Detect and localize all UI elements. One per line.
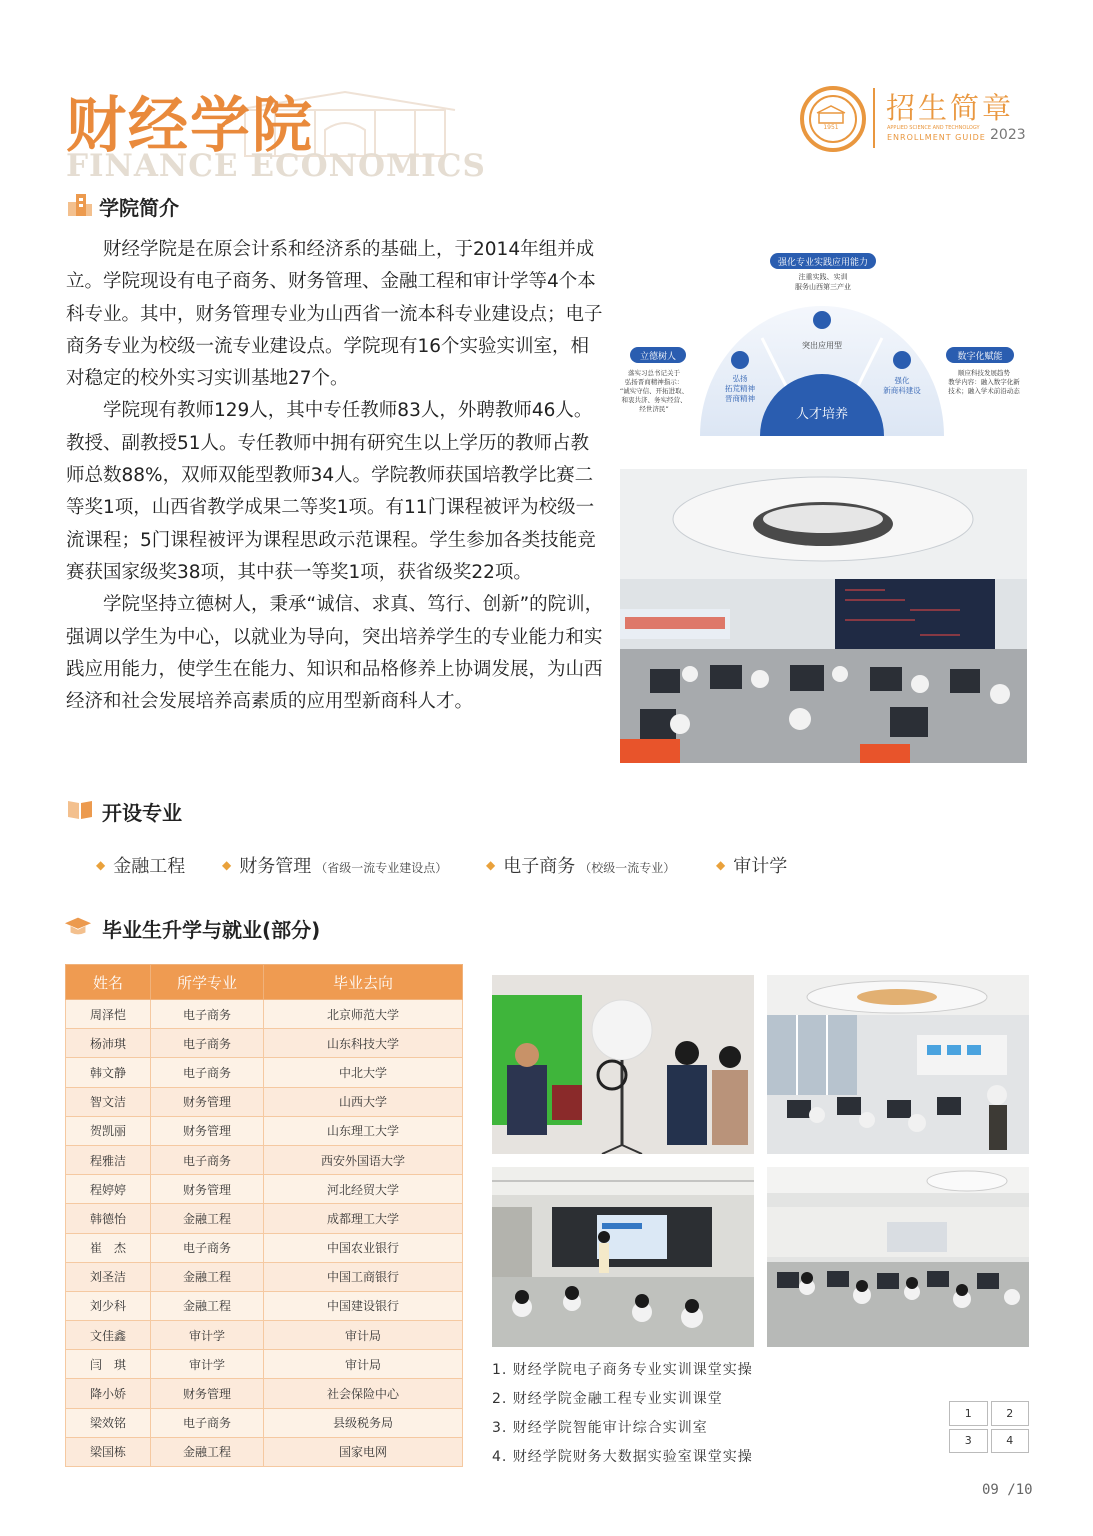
graduate-major-cell: 审计学: [151, 1321, 264, 1350]
legend-cell: 2: [991, 1401, 1030, 1426]
photo-big-data-lab: [767, 1167, 1029, 1347]
graduate-major-cell: 电子商务: [151, 1058, 264, 1087]
graduate-destination-cell: 中国建设银行: [264, 1291, 463, 1320]
section-heading-intro: 学院简介: [99, 196, 179, 220]
graduate-destination-cell: 成都理工大学: [264, 1204, 463, 1233]
page-current: 09: [982, 1482, 999, 1498]
legend-cell: 1: [949, 1401, 988, 1426]
table-row: [66, 1437, 463, 1466]
diagram-left-text: 和衷共济、务实经营、: [621, 396, 687, 404]
legend-cell: 4: [991, 1429, 1030, 1454]
diagram-top-text: 注重实践、实训: [798, 273, 848, 281]
graduate-name-cell: 韩文静: [66, 1058, 151, 1087]
graduate-name-cell: 降小娇: [66, 1379, 151, 1408]
diamond-icon: ◆: [222, 858, 232, 872]
graduate-name-cell: 杨沛琪: [66, 1029, 151, 1058]
diagram-center: 人才培养: [795, 407, 849, 422]
photo-audit-lab: [492, 1167, 754, 1347]
diagram-top-tag: 强化专业实践应用能力: [777, 258, 869, 268]
graduate-major-cell: 金融工程: [151, 1291, 264, 1320]
graduate-major-cell: 财务管理: [151, 1379, 264, 1408]
graduate-name-cell: 崔 杰: [66, 1233, 151, 1262]
graduate-destination-cell: 社会保险中心: [264, 1379, 463, 1408]
diagram-left-tag: 立德树人: [639, 352, 677, 362]
graduate-name-cell: 梁国栋: [66, 1437, 151, 1466]
graduate-destination-cell: 西安外国语大学: [264, 1145, 463, 1174]
intro-paragraph: 学院坚持立德树人，秉承“诚信、求真、笃行、创新”的院训，强调以学生为中心，以就业为导向，突出培养学生的专业能力和实践应用能力，使学生在能力、知识和品格修养上协调发展，为山西经济和社会发展培养高素质的应用型新商科人才。: [66, 594, 604, 713]
graduate-name-cell: 韩德怡: [66, 1204, 151, 1233]
table-row: [66, 1175, 463, 1204]
graduate-destination-cell: 审计局: [264, 1321, 463, 1350]
diagram-left-text: 经世济民”: [639, 405, 669, 413]
intro-paragraph: 财经学院是在原会计系和经济系的基础上，于2014年组并成立。学院现设有电子商务、财务管理、金融工程和审计学等4个本科专业。其中，财务管理专业为山西省一流本科专业建设点；电子商务专业为校级一流专业建设点。学院现有16个实验实训室，相对稳定的校外实习实训基地27个。: [66, 239, 603, 390]
graduate-major-cell: 财务管理: [151, 1116, 264, 1145]
graduate-destination-cell: 北京师范大学: [264, 1000, 463, 1029]
intro-text: [66, 234, 606, 718]
table-header: 姓名: [66, 965, 151, 1000]
graduate-destination-cell: 中北大学: [264, 1058, 463, 1087]
diagram-right-tag: 数字化赋能: [957, 352, 1003, 362]
diamond-icon: ◆: [96, 858, 106, 872]
enrollment-guide-en: ENROLLMENT GUIDE: [887, 133, 986, 142]
table-row: [66, 1087, 463, 1116]
major-item: [486, 852, 675, 878]
graduate-destination-cell: 审计局: [264, 1350, 463, 1379]
major-name: 审计学: [733, 856, 788, 877]
table-row: [66, 1145, 463, 1174]
major-name: 财务管理: [239, 856, 312, 877]
header-divider: [873, 88, 875, 148]
graduate-name-cell: 刘少科: [66, 1291, 151, 1320]
table-row: [66, 1116, 463, 1145]
graduate-destination-cell: 山东理工大学: [264, 1116, 463, 1145]
major-note: （校级一流专业）: [579, 861, 676, 875]
graduate-name-cell: 刘圣洁: [66, 1262, 151, 1291]
photo-finance-classroom: [767, 975, 1029, 1154]
graduate-major-cell: 金融工程: [151, 1204, 264, 1233]
table-row: [66, 1000, 463, 1029]
graduate-major-cell: 电子商务: [151, 1000, 264, 1029]
graduate-major-cell: 电子商务: [151, 1233, 264, 1262]
graduate-name-cell: 文佳鑫: [66, 1321, 151, 1350]
caption-item: 4. 财经学院财务大数据实验室课堂实操: [492, 1449, 753, 1465]
diagram-left-text: 落实习总书记关于: [628, 369, 680, 377]
table-row: [66, 1379, 463, 1408]
graduate-destination-cell: 国家电网: [264, 1437, 463, 1466]
diamond-icon: ◆: [486, 858, 496, 872]
graduate-name-cell: 程婷婷: [66, 1175, 151, 1204]
major-item: [96, 852, 189, 878]
graduate-name-cell: 贺凯丽: [66, 1116, 151, 1145]
major-name: 电子商务: [503, 856, 576, 877]
table-row: [66, 1262, 463, 1291]
photo-grid-legend: [949, 1401, 1029, 1453]
caption-item: 1. 财经学院电子商务专业实训课堂实操: [492, 1362, 753, 1378]
graduate-destination-cell: 中国工商银行: [264, 1262, 463, 1291]
table-row: [66, 1029, 463, 1058]
diagram-right-text: 顺应科技发展趋势: [958, 369, 1010, 377]
page-total: 10: [1015, 1482, 1033, 1498]
graduate-name-cell: 梁效铭: [66, 1408, 151, 1437]
graduate-name-cell: 程雅洁: [66, 1145, 151, 1174]
graduate-major-cell: 金融工程: [151, 1437, 264, 1466]
major-note: （省级一流专业建设点）: [315, 861, 448, 875]
diagram-seg-right: 新商科建设: [883, 386, 921, 395]
graduates-table: [65, 964, 463, 1467]
graduate-major-cell: 财务管理: [151, 1175, 264, 1204]
diagram-seg-left: 拓荒精神: [725, 384, 755, 393]
caption-item: 3. 财经学院智能审计综合实训室: [492, 1420, 708, 1436]
graduate-destination-cell: 河北经贸大学: [264, 1175, 463, 1204]
diagram-right-text: 技术；融入学术前沿动态: [948, 387, 1020, 395]
diagram-seg-mid: 突出应用型: [802, 341, 842, 350]
enrollment-guide-subtitle: APPLIED SCIENCE AND TECHNOLOGY: [887, 125, 980, 131]
table-row: [66, 1233, 463, 1262]
section-heading-graduates: 毕业生升学与就业(部分): [102, 918, 321, 942]
diagram-left-text: 弘扬晋商精神指示：: [624, 378, 684, 386]
diagram-seg-right: 强化: [894, 376, 910, 385]
page-title: 财经学院: [66, 91, 314, 161]
graduate-destination-cell: 中国农业银行: [264, 1233, 463, 1262]
legend-cell: 3: [949, 1429, 988, 1454]
major-name: 金融工程: [113, 856, 186, 877]
intro-paragraph: 学院现有教师129人，其中专任教师83人，外聘教师46人。教授、副教授51人。专任教师中拥有研究生以上学历的教师占教师总数88%，双师双能型教师34人。学院教师获国培教学比赛二等奖1项，山西省教学成果二等奖1项。有11门课程被评为校级一流课程；5门课程被评为课程思政示范课程。学生参加各类技能竞赛获国家级奖38项，其中获一等奖1项，获省级奖22项。: [66, 400, 596, 583]
diagram-left-text: “诚实守信、开拓进取、: [619, 387, 689, 395]
graduate-name-cell: 周泽恺: [66, 1000, 151, 1029]
classroom-photo-main: [620, 469, 1027, 763]
table-row: [66, 1321, 463, 1350]
table-header: 毕业去向: [264, 965, 463, 1000]
diamond-icon: ◆: [716, 858, 726, 872]
diagram-seg-left: 弘扬: [732, 374, 748, 383]
graduate-name-cell: 智文洁: [66, 1087, 151, 1116]
section-heading-majors: 开设专业: [102, 801, 182, 825]
table-row: [66, 1291, 463, 1320]
caption-item: 2. 财经学院金融工程专业实训课堂: [492, 1391, 723, 1407]
school-logo: [800, 86, 866, 152]
graduate-major-cell: 审计学: [151, 1350, 264, 1379]
diagram-right-text: 教学内容：融入数字化新: [948, 378, 1020, 386]
graduate-destination-cell: 山西大学: [264, 1087, 463, 1116]
diagram-seg-left: 晋商精神: [725, 394, 755, 403]
enrollment-guide-title: 招生简章: [886, 91, 1015, 125]
table-row: [66, 1058, 463, 1087]
building-icon: [66, 192, 94, 216]
page-number: 09 /10: [982, 1482, 1033, 1498]
graduate-major-cell: 金融工程: [151, 1262, 264, 1291]
graduation-cap-icon: [64, 914, 92, 938]
major-item: [222, 852, 447, 878]
enrollment-guide-year: 2023: [990, 127, 1026, 143]
table-row: [66, 1408, 463, 1437]
table-header: 所学专业: [151, 965, 264, 1000]
table-row: [66, 1204, 463, 1233]
graduate-major-cell: 财务管理: [151, 1087, 264, 1116]
photo-captions: [492, 1356, 753, 1472]
photo-ecommerce-studio: [492, 975, 754, 1154]
graduate-major-cell: 电子商务: [151, 1408, 264, 1437]
logo-year: 1951: [823, 124, 839, 131]
page-title-en: FINANCE ECONOMICS: [66, 148, 486, 184]
talent-cultivation-diagram: [612, 248, 1042, 440]
graduate-destination-cell: 县级税务局: [264, 1408, 463, 1437]
graduate-major-cell: 电子商务: [151, 1029, 264, 1058]
graduate-name-cell: 闫 琪: [66, 1350, 151, 1379]
diagram-top-text: 服务山西第三产业: [795, 283, 851, 291]
graduate-major-cell: 电子商务: [151, 1145, 264, 1174]
graduate-destination-cell: 山东科技大学: [264, 1029, 463, 1058]
book-icon: [66, 797, 94, 821]
major-item: [716, 852, 791, 878]
table-row: [66, 1350, 463, 1379]
